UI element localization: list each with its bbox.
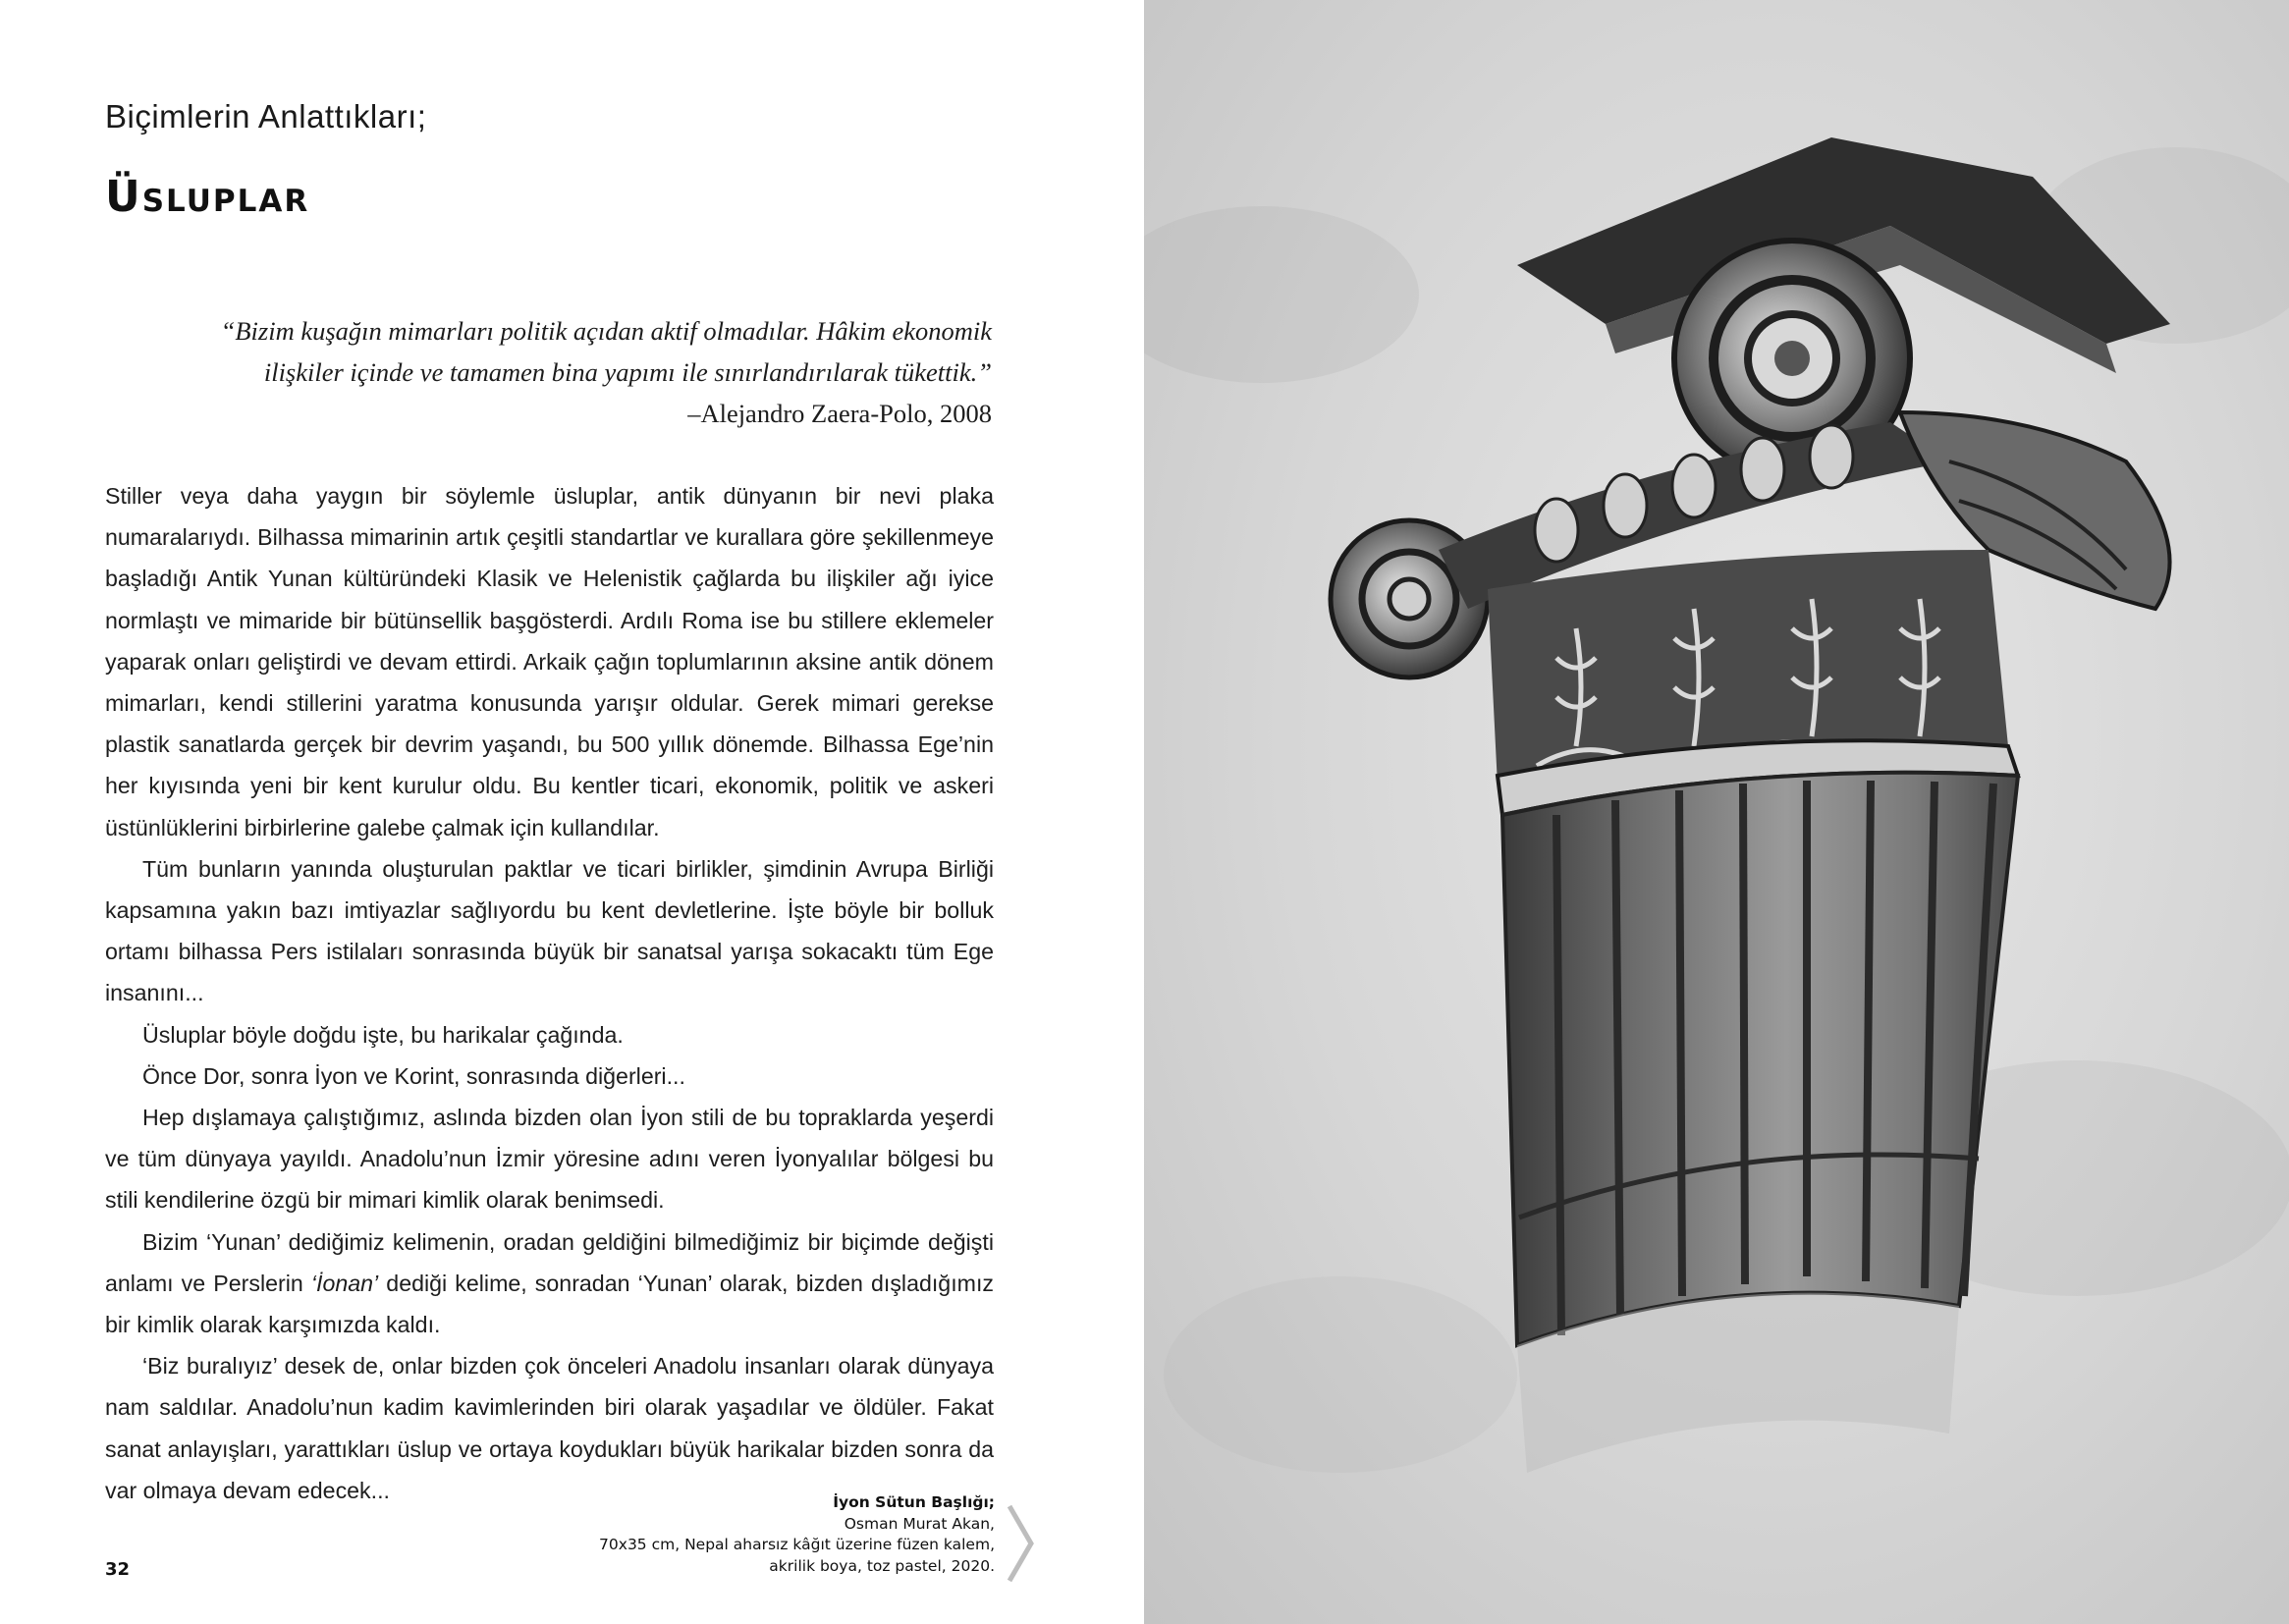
page-number: 32	[105, 1559, 131, 1580]
chapter-subtitle: Biçimlerin Anlattıkları;	[105, 98, 427, 135]
paragraph-6-start: Bizim ‘Yunan’ dediğimiz kelimenin, oradan geldiğini bilmediğimiz bir biçimde değişti anlamı ve Perslerin	[105, 1228, 994, 1296]
paragraph-6-end: dediği kelime, sonradan ‘Yunan’ olarak, bizden dışladığımız bir kimlik olarak karşımızda kaldı.	[105, 1270, 994, 1338]
caption-title: İyon Sütun Başlığı;	[833, 1493, 995, 1511]
caption-details: 70x35 cm, Nepal aharsız kâğıt üzerine füzen kalem,	[599, 1536, 995, 1553]
quote-line-1: “Bizim kuşağın mimarları politik açıdan aktif olmadılar. Hâkim ekonomik	[220, 316, 992, 346]
ionic-column-drawing	[1144, 0, 2289, 1624]
paragraph-1: Stiller veya daha yaygın bir söylemle üsluplar, antik dünyanın bir nevi plaka numaralarıydı. Bilhassa mimarinin artık çeşitli standartlar ve kurallara göre şekillenmeye başladığı Antik Yunan kültüründeki Klasik ve Helenistik çağlarda bu ilişkiler ağı iyice normlaştı ve mimaride bir bütünsellik başgösterdi. Ardılı Roma ise bu stillere eklemeler yaparak onları geliştirdi ve devam ettirdi. Arkaik çağın toplumlarının aksine antik dönem mimarları, kendi stillerini yaratma konusunda yarışır oldular. Gerek mimari gerekse plastik sanatlarda gerçek bir devrim yaşandı, bu 500 yıllık dönemde. Bilhassa Ege’nin her kıyısında yeni bir kent kurulur oldu. Bu kentler ticari, ekonomik, politik ve askeri üstünlüklerini birbirlerine galebe çalmak için kullandılar.	[105, 483, 994, 840]
paragraph-7: ‘Biz buralıyız’ desek de, onlar bizden çok önceleri Anadolu insanları olarak dünyaya nam saldılar. Anadolu’nun kadim kavimlerinden biri olarak yaşadılar ve öldüler. Fakat sanat anlayışları, yarattıkları üslup ve ortaya koydukları büyük harikalar bizden sonra da var olmaya devam edecek...	[105, 1353, 994, 1503]
illustration-page	[1144, 0, 2289, 1624]
paragraph-5: Hep dışlamaya çalıştığımız, aslında bizden olan İyon stili de bu topraklarda yeşerdi ve tüm dünyaya yayıldı. Anadolu’nun İzmir yöresine adını veren İyonyalılar bölgesi bu stili kendilerine özgü bir mimari kimlik olarak benimsedi.	[105, 1105, 994, 1214]
quote-line-2: ilişkiler içinde ve tamamen bina yapımı ile sınırlandırılarak tükettik.”	[263, 357, 992, 387]
chapter-title: Üsluplar	[105, 172, 310, 222]
caption-media: akrilik boya, toz pastel, 2020.	[769, 1556, 995, 1575]
paragraph-3: Üsluplar böyle doğdu işte, bu harikalar çağında.	[142, 1021, 624, 1048]
left-page	[0, 0, 1144, 1624]
paragraph-6-emphasis: ‘İonan’	[310, 1270, 379, 1296]
paragraph-4: Önce Dor, sonra İyon ve Korint, sonrasında diğerleri...	[142, 1062, 685, 1089]
chevron-right-icon	[1006, 1502, 1035, 1585]
paragraph-6	[105, 1221, 994, 1346]
figure-caption	[599, 1492, 995, 1577]
body-text	[105, 475, 994, 1511]
quote-attribution: –Alejandro Zaera-Polo, 2008	[687, 399, 992, 428]
column-shaft	[1502, 773, 2018, 1345]
epigraph-quote	[108, 310, 992, 434]
paragraph-2: Tüm bunların yanında oluşturulan paktlar ve ticari birlikler, şimdinin Avrupa Birliği kapsamına yakın bazı imtiyazlar sağlıyordu bu kent devletlerine. İşte böyle bir bolluk ortamı bilhassa Pers istilaları sonrasında büyük bir sanatsal yarışa sokacaktı tüm Ege insanını...	[105, 855, 994, 1006]
caption-artist: Osman Murat Akan,	[844, 1514, 995, 1533]
